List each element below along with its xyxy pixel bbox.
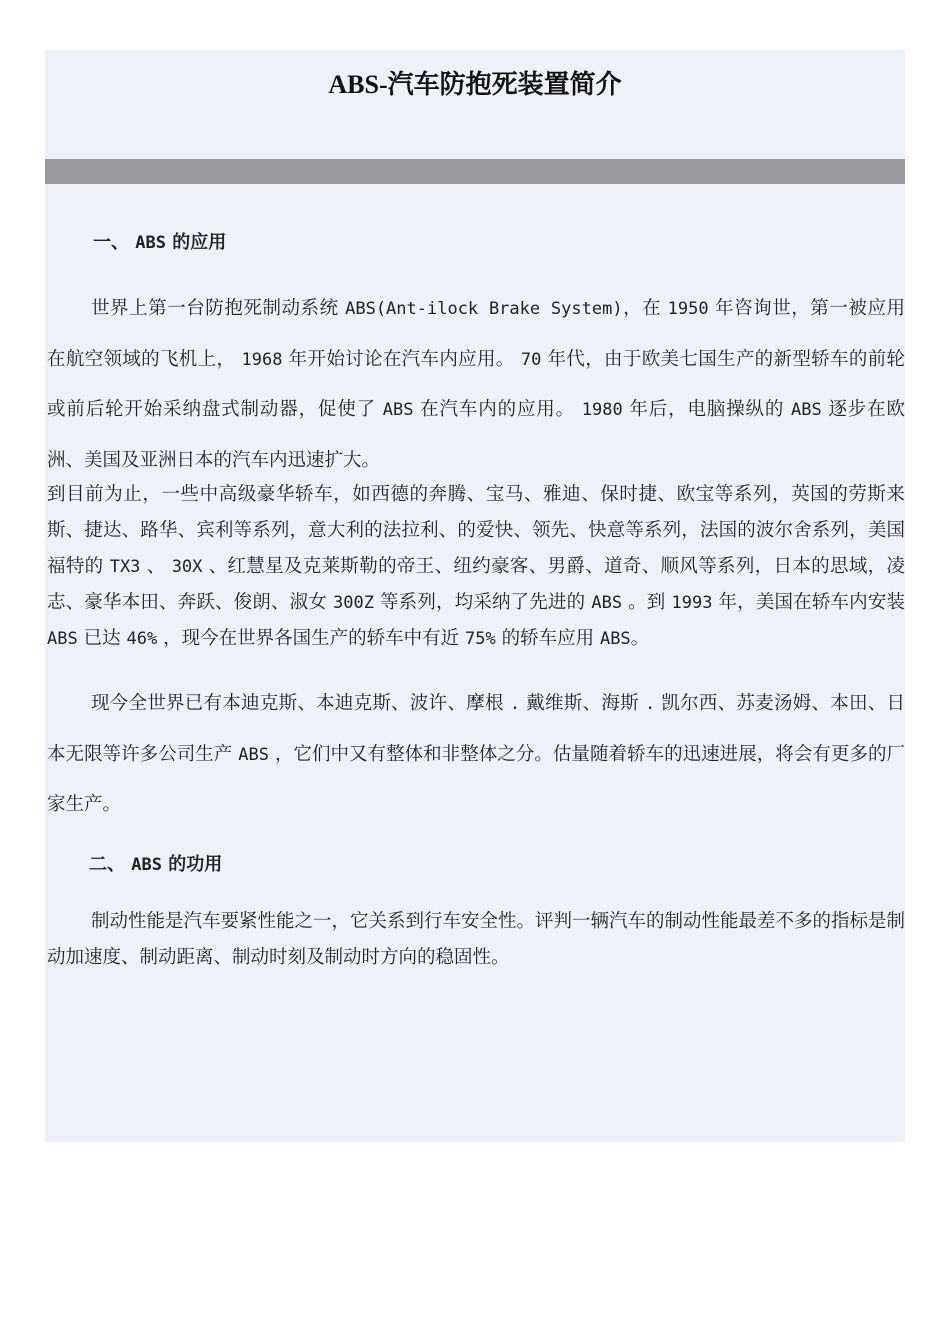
text-run: 到目前为止，一些中高级豪华轿车，如西德的奔腾、宝马、雅迪、保时捷、欧宝等系列，英国的劳斯来斯、捷达、路华、宾利等系列，意大利的法拉利、的爱快、领先、快意等系列，法国的波尔舍系列，美国福特的 — [47, 484, 905, 577]
text-run-mono: 1980 — [581, 400, 623, 420]
text-run: 年开始讨论在汽车内应用。 — [282, 348, 521, 370]
text-run-mono: 46% — [126, 629, 158, 649]
text-run: 凯尔西、苏麦汤姆、本田、日本无限等许多公司生产 — [47, 693, 906, 765]
heading-number: 二、 — [89, 853, 125, 875]
text-run: 现今全世界已有本迪克斯、本迪克斯、波许、摩根 — [91, 693, 510, 714]
text-run: 的轿车应用 — [495, 628, 600, 649]
text-run: 逐步在欧洲、美国及亚洲日本的汽车内迅速扩大。 — [47, 399, 906, 471]
text-run: 、 — [140, 556, 172, 577]
paragraph-history — [47, 284, 905, 485]
document-title: ABS-汽车防抱死装置简介 — [328, 70, 622, 99]
document-body — [47, 228, 905, 976]
text-run-mono: ABS — [238, 744, 269, 765]
text-run-mono: TX3 — [109, 557, 141, 577]
text-run-mono: 75% — [464, 629, 496, 649]
heading-number: 一、 — [93, 232, 129, 253]
text-run: 年代，由于欧美七国生产的新型轿车的前轮或前后轮开始采纳盘式制动器，促使了 — [47, 348, 905, 420]
heading-text: 的功用 — [168, 853, 223, 875]
text-run-mono: 70 — [520, 349, 542, 370]
text-run: 年，美国在轿车内安装 — [712, 592, 905, 613]
text-run-mono: ABS(Ant-ilock Brake System) — [345, 299, 623, 319]
text-run: 已达 — [77, 628, 127, 649]
heading-abs: ABS — [135, 233, 166, 253]
text-run-mono: ABS — [791, 400, 822, 420]
text-run: 世界上第一台防抱死制动系统 — [91, 298, 346, 319]
text-run-mono: ABS — [591, 593, 623, 613]
document-panel — [45, 50, 905, 1142]
text-run-mono: 1950 — [667, 299, 709, 319]
text-run-mono: 300Z — [333, 593, 374, 613]
section-heading-function — [47, 850, 905, 880]
paragraph-history-continued — [47, 477, 905, 657]
header-divider-bar — [45, 159, 905, 184]
text-run: 年后，电脑操纵的 — [622, 399, 791, 420]
text-run-mono: 1993 — [671, 593, 713, 613]
section-heading-application — [47, 228, 905, 258]
text-run-mono: ABS — [382, 400, 414, 420]
heading-text: 的应用 — [172, 232, 227, 253]
text-run: 在汽车内的应用。 — [413, 399, 582, 420]
text-run: 、红慧星及克莱斯勒的帝王、纽约豪客、男爵、道奇、顺风等系列，日本的思域，凌志、豪华本田、奔跃、俊朗、淑女 — [47, 556, 905, 613]
text-run-mono: . — [644, 694, 656, 714]
text-run: 戴维斯、海斯 — [520, 693, 645, 714]
text-run: ，现今在世界各国生产的轿车中有近 — [157, 628, 465, 649]
text-run: 。 — [630, 628, 650, 649]
text-run: 年咨询世，第一被应用在航空领域的飞机上， — [47, 298, 906, 370]
paragraph-manufacturers — [47, 679, 905, 830]
text-run: 。到 — [622, 592, 672, 613]
text-run-mono: 1968 — [241, 349, 283, 370]
paragraph-braking-performance: 制动性能是汽车要紧性能之一，它关系到行车安全性。评判一辆汽车的制动性能最差不多的指标是制动加速度、制动距离、制动时刻及制动时方向的稳固性。 — [47, 910, 906, 968]
text-run: 等系列，均采纳了先进的 — [373, 592, 592, 613]
text-run: ，在 — [622, 298, 668, 319]
text-run-mono: 30X — [171, 557, 203, 577]
text-run-mono: . — [509, 694, 521, 714]
text-run: ，它们中又有整体和非整体之分。估量随着轿车的迅速进展，将会有更多的厂家生产。 — [47, 743, 905, 815]
heading-abs: ABS — [131, 854, 162, 875]
text-run-mono: ABS — [47, 629, 78, 649]
text-run-mono: ABS — [599, 629, 631, 649]
